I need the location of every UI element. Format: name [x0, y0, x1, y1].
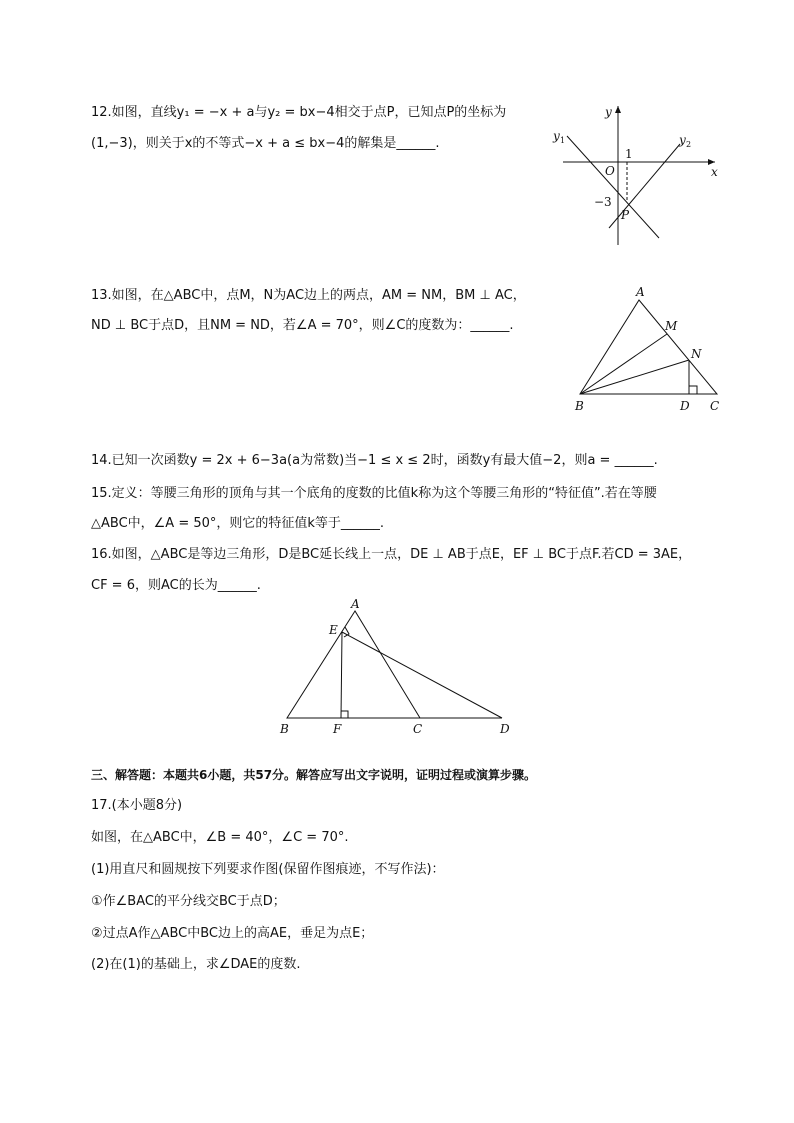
q15-line2: △ABC中，∠A = 50°，则它的特征值k等于______.: [91, 516, 385, 531]
q17-title: 17.(本小题8分): [91, 798, 183, 813]
section3-heading: 三、解答题：本题共6小题，共57分。解答应写出文字说明，证明过程或演算步骤。: [91, 768, 537, 782]
segment-DE: [342, 632, 502, 718]
label-one: 1: [625, 147, 633, 161]
q13-line2: ND ⊥ BC于点D，且NM = ND，若∠A = 70°，则∠C的度数为：______.: [91, 318, 514, 333]
q12-figure: [545, 100, 725, 250]
label-P: P: [621, 208, 630, 222]
segment-BN: [580, 360, 689, 394]
q13-line1: 13.如图，在△ABC中，点M，N为AC边上的两点，AM = NM，BM ⊥ AC，: [91, 288, 526, 303]
label-x: x: [711, 165, 718, 179]
q17-part2: (2)在(1)的基础上，求∠DAE的度数.: [91, 957, 301, 972]
right-angle-D: [689, 386, 697, 394]
label-C: C: [710, 399, 720, 413]
q16-figure: [275, 596, 520, 741]
y-axis-arrow: [615, 106, 621, 113]
label-neg3: −3: [594, 195, 612, 209]
label-E: E: [329, 623, 338, 637]
q17-part1: (1)用直尺和圆规按下列要求作图(保留作图痕迹，不写作法)：: [91, 862, 445, 877]
q15-line1: 15.定义：等腰三角形的顶角与其一个底角的度数的比值k称为这个等腰三角形的“特征值”.若在等腰: [91, 486, 657, 501]
segment-EF: [341, 632, 342, 718]
label-C: C: [413, 722, 423, 736]
line-y2: [609, 144, 680, 228]
label-B: B: [280, 722, 289, 736]
label-B: B: [575, 399, 584, 413]
q17-item2: ②过点A作△ABC中BC边上的高AE，垂足为点E；: [91, 926, 374, 941]
q12-line1: 12.如图，直线y₁ = −x + a与y₂ = bx−4相交于点P，已知点P的坐标为: [91, 105, 507, 120]
triangle-ABC: [287, 611, 420, 718]
segment-BM: [580, 334, 667, 394]
label-origin: O: [605, 164, 615, 178]
q12-line2: (1,−3)，则关于x的不等式−x + a ≤ bx−4的解集是______.: [91, 136, 440, 151]
label-D: D: [680, 399, 690, 413]
right-angle-F: [341, 711, 348, 718]
label-y2: y: [679, 133, 686, 147]
label-y1-sub: 1: [560, 136, 566, 145]
label-A: A: [351, 597, 360, 611]
label-F: F: [333, 722, 342, 736]
q16-line1: 16.如图，△ABC是等边三角形，D是BC延长线上一点，DE ⊥ AB于点E，EF ⊥ BC于点F.若CD = 3AE，: [91, 547, 692, 562]
label-M: M: [665, 319, 678, 333]
label-D: D: [500, 722, 510, 736]
label-N: N: [691, 347, 702, 361]
q14-line1: 14.已知一次函数y = 2x + 6−3a(a为常数)当−1 ≤ x ≤ 2时，函数y有最大值−2，则a = ______.: [91, 453, 658, 468]
label-y1: y: [553, 129, 560, 143]
label-A: A: [636, 285, 645, 299]
q16-line2: CF = 6，则AC的长为______.: [91, 578, 261, 593]
label-y: y: [605, 105, 612, 119]
q13-figure: [565, 282, 735, 420]
q17-stem: 如图，在△ABC中，∠B = 40°，∠C = 70°.: [91, 830, 349, 845]
label-y2-sub: 2: [686, 140, 692, 149]
q17-item1: ①作∠BAC的平分线交BC于点D；: [91, 894, 286, 909]
